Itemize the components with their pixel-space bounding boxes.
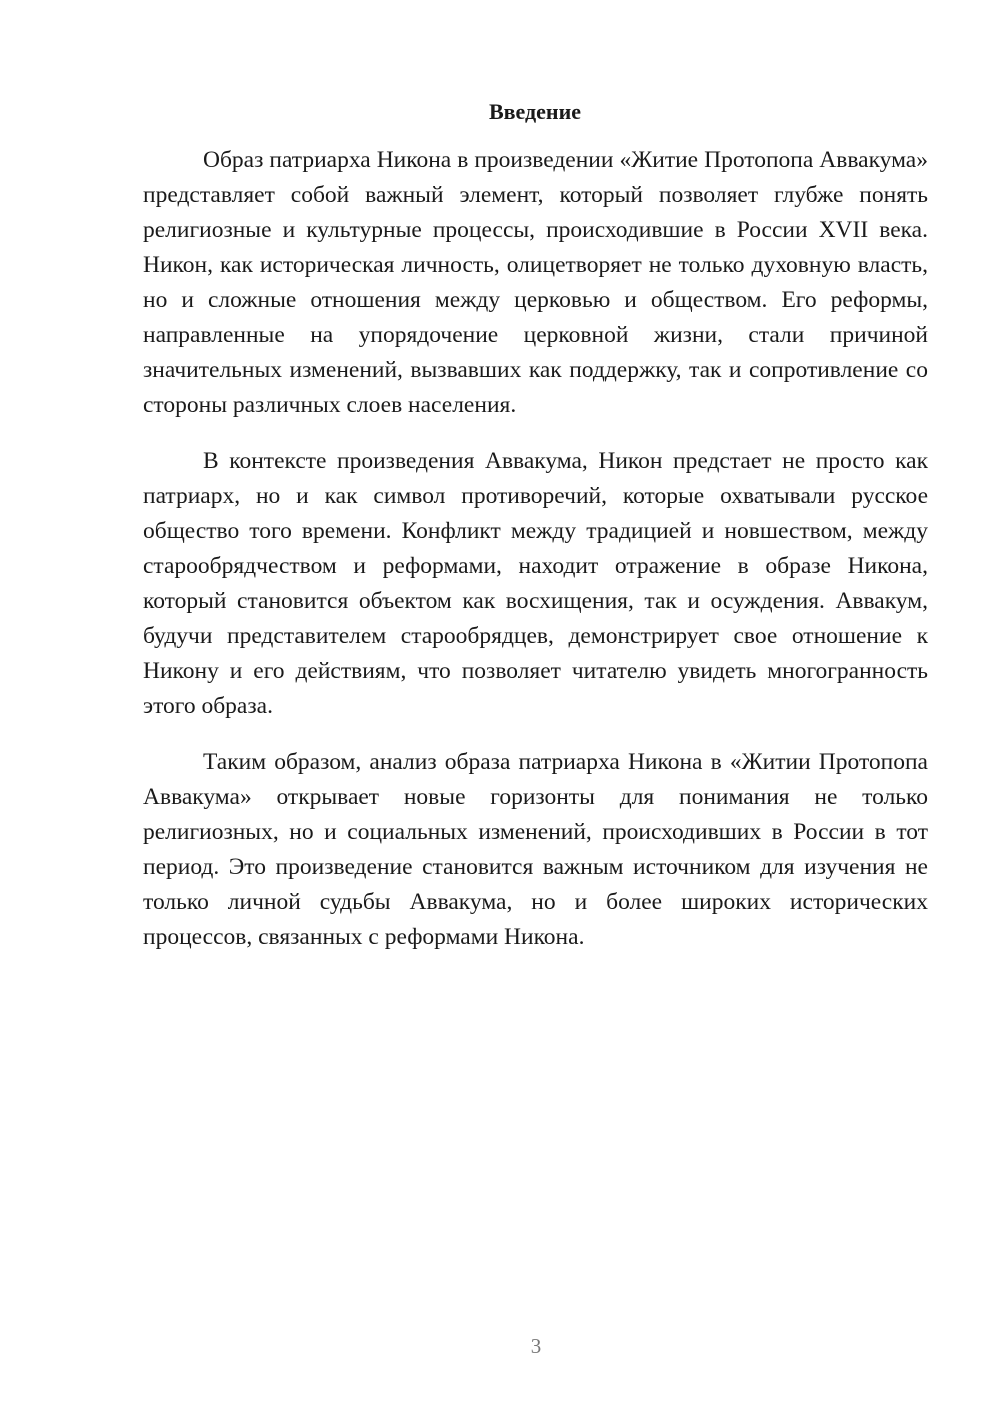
section-heading: Введение [488, 99, 582, 124]
paragraph-2: В контексте произведения Аввакума, Никон предстает не просто как патриарх, но и как символ противоречий, которые охватывали русское общество того времени. Конфликт между традицией и новшеством, между старообрядчеством и реформами, находит отражение в образе Никона, который становится объектом как восхищения, так и осуждения. Аввакум, будучи представителем старообрядцев, демонстрирует свое отношение к Никону и его действиям, что позволяет читателю увидеть многогранность этого образа. [143, 448, 928, 719]
paragraph-1: Образ патриарха Никона в произведении «Житие Протопопа Аввакума» представляет собой важный элемент, который позволяет глубже понять религиозные и культурные процессы, происходившие в России XVII века. Никон, как историческая личность, олицетворяет не только духовную власть, но и сложные отношения между церковью и обществом. Его реформы, направленные на упорядочение церковной жизни, стали причиной значительных изменений, вызвавших как поддержку, так и сопротивление со стороны различных слоев населения. [143, 147, 928, 418]
paragraph-3: Таким образом, анализ образа патриарха Никона в «Житии Протопопа Аввакума» открывает новые горизонты для понимания не только религиозных, но и социальных изменений, происходивших в России в тот период. Это произведение становится важным источником для изучения не только личной судьбы Аввакума, но и более широких исторических процессов, связанных с реформами Никона. [143, 749, 928, 950]
page-number: 3 [530, 1334, 542, 1358]
body-text [143, 143, 928, 976]
